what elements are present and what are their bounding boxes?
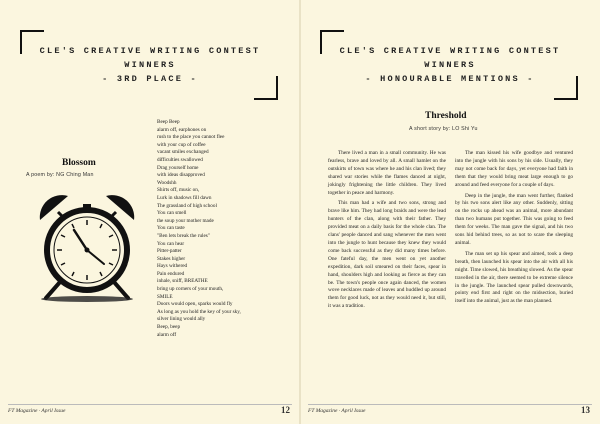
story-paragraph: The man kissed his wife goodbye and ventured into the jungle with his sons by his side. Usually, they may not come back for days, yet everyone had faith in them that they would bring meat large enough to go around and feed everyone for a couple of days. bbox=[455, 150, 573, 188]
poem-line: with your cup of coffee bbox=[157, 141, 206, 148]
header-line-2: WINNERS bbox=[424, 60, 476, 70]
header-line-1: CLE'S CREATIVE WRITING CONTEST bbox=[339, 46, 561, 56]
poem-line: alarm off, earphones on bbox=[157, 126, 207, 133]
header-line-2: WINNERS bbox=[124, 60, 176, 70]
poem-line: Woodshh bbox=[157, 179, 177, 186]
poem-line: Pain endured bbox=[157, 270, 185, 277]
poem-line: Hays withered bbox=[157, 263, 188, 270]
poem-line: As long as you hold the key of your sky, bbox=[157, 308, 241, 315]
poem-line: bring up corners of your mouth, bbox=[157, 286, 224, 293]
poem-line: Lurk in shadows fill dawn bbox=[157, 194, 212, 201]
story-title: Threshold bbox=[425, 111, 467, 121]
poem-line: alarm off bbox=[157, 331, 177, 338]
alarm-clock-icon bbox=[32, 190, 142, 302]
poem-line: Beep, beep bbox=[157, 324, 181, 331]
poem-line: vacant smiles exchanged bbox=[157, 149, 209, 156]
poem-line: with ideas disapproved bbox=[157, 172, 205, 179]
header-line-3: - HONOURABLE MENTIONS - bbox=[365, 74, 535, 84]
left-page-header bbox=[30, 44, 270, 86]
header-line-1: CLE'S CREATIVE WRITING CONTEST bbox=[39, 46, 261, 56]
poem-line: "Ben lets break the rules" bbox=[157, 232, 210, 239]
footer-magazine-label: FT Magazine · April Issue bbox=[8, 408, 66, 414]
footer-rule bbox=[308, 404, 592, 405]
footer-magazine-label: FT Magazine · April Issue bbox=[308, 408, 366, 414]
poem-line: difficulties swallowed bbox=[157, 156, 203, 163]
poem-line: You can taste bbox=[157, 225, 185, 232]
poem-line: Drag yourself home bbox=[157, 164, 199, 171]
right-page bbox=[300, 0, 600, 424]
poem-line: rush to the place you cannot flee bbox=[157, 134, 225, 141]
poem-line: Shirts off, music on, bbox=[157, 187, 200, 194]
story-paragraph: There lived a man in a small community. He was fearless, brave and loved by all. A small hamlet on the outskirts of town was where he and his clan lived; they shared war stories while the flames danced at night, jokingly frightening the little children. They lived together in peace and harmony. bbox=[328, 150, 446, 196]
poem-line: Doors would open, sparks would fly bbox=[157, 301, 233, 308]
story-column-1 bbox=[328, 150, 446, 314]
poem-line: Stakes higher bbox=[157, 255, 186, 262]
page-number: 13 bbox=[581, 405, 590, 415]
story-paragraph: The man set up his spear and aimed, took a deep breath, then launched his spear into the air with all his might. Time slowed, his breathing slowed. As the spear travelled in the air, there seemed to be extreme silence in the jungle. The launched spear pulled downwards, pointy end first and right on the midsection, buried itself into the animal, just as the man planned. bbox=[455, 250, 573, 305]
poem-line: You can smell bbox=[157, 210, 187, 217]
poem-line: The grassland of high school bbox=[157, 202, 217, 209]
page-number: 12 bbox=[281, 405, 290, 415]
poem-byline: A poem by: NG Ching Man bbox=[26, 172, 94, 178]
poem-body bbox=[157, 119, 297, 339]
story-column-2 bbox=[455, 150, 573, 309]
poem-line: Pitter-patter bbox=[157, 248, 182, 255]
poem-line: You can hear bbox=[157, 240, 185, 247]
poem-line: SMILE bbox=[157, 293, 173, 300]
poem-line: the soup your mother made bbox=[157, 217, 214, 224]
poem-line: inhale, sniff, BREATHE bbox=[157, 278, 208, 285]
story-paragraph: This man had a wife and two sons, strong and brave like him. They had long braids and were the lead hunters of the clan, along with their father. They provided meat on a daily basis for the whole clan. The clans' people danced and sang whenever the men went into the jungle to hunt because they knew they would come back successful as they did many times before. One fateful day, the men went on yet another expedition, dark soil smeared on their faces, spear in hand, shoulders high and looking as fierce as they can be. The town's people once again danced, the women wove necklaces made of leaves and huddled up around them for good luck, not as they would need it, but still, it was a tradition. bbox=[328, 200, 446, 310]
header-line-3: - 3RD PLACE - bbox=[102, 74, 198, 84]
poem-line: silver lining would ally bbox=[157, 316, 206, 323]
poem-title: Blossom bbox=[62, 158, 96, 168]
story-byline: A short story by: LO Shi Yu bbox=[409, 126, 478, 132]
footer-rule bbox=[8, 404, 292, 405]
poem-line: Beep Beep bbox=[157, 119, 180, 125]
story-paragraph: Deep in the jungle, the man went further, flanked by his two sons alert like any other. Suddenly, sitting on the rocks up ahead was an animal, more abundant than two humans put together. This was going to feed them for weeks. The man gave the signal, and his two sons hid behind trees, so as not to scare the sleeping animal. bbox=[455, 192, 573, 246]
right-page-header bbox=[330, 44, 570, 86]
